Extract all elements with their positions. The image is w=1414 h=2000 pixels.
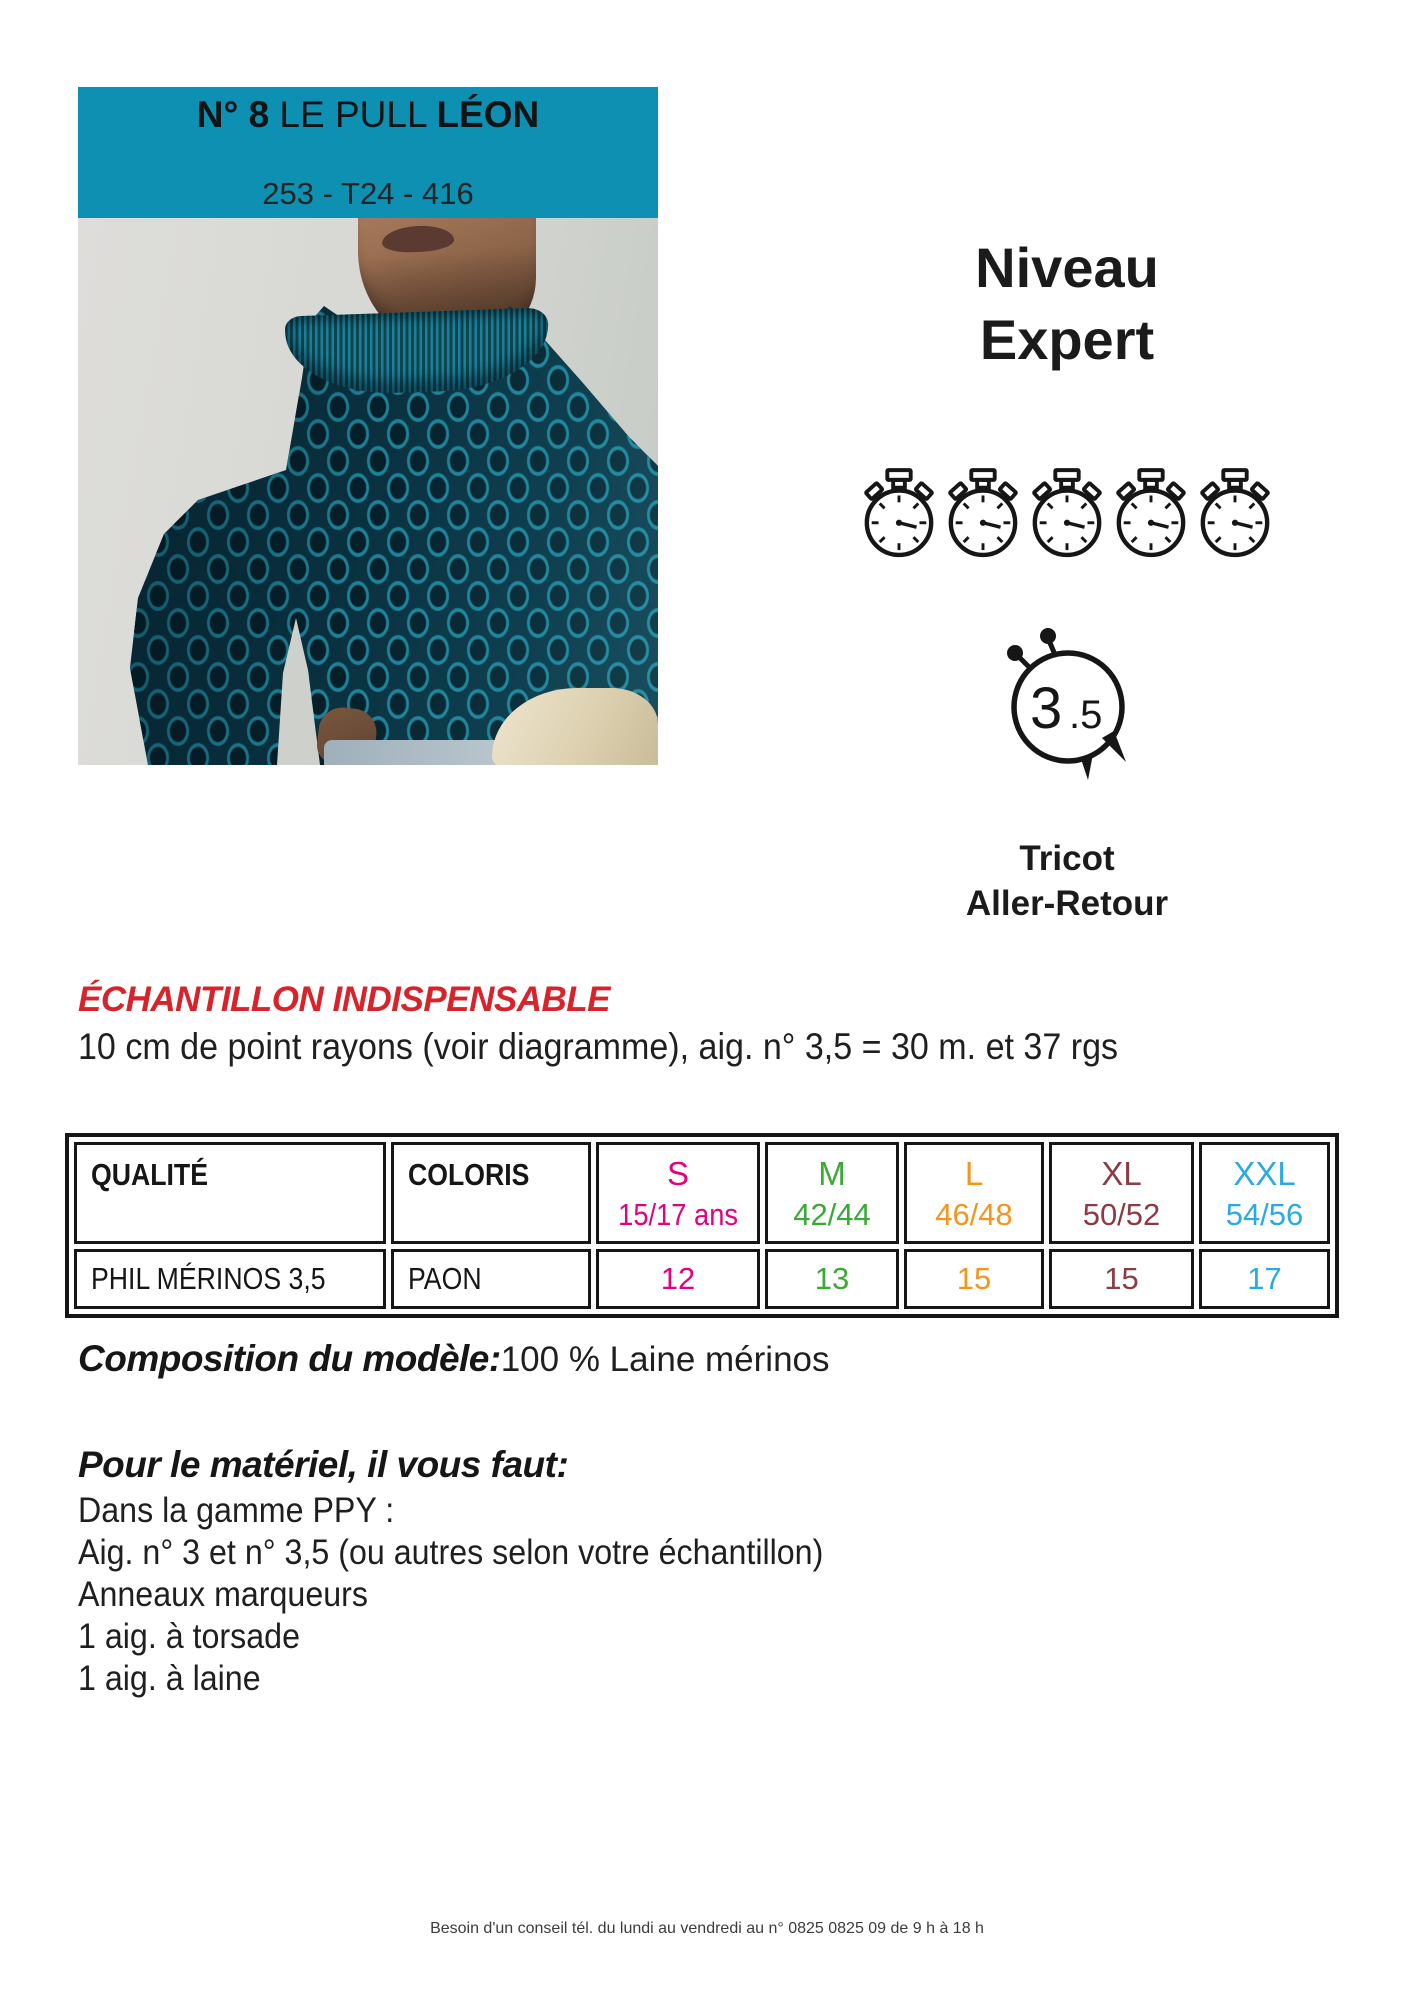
model-jeans — [324, 740, 514, 765]
technique-line2: Aller-Retour — [965, 884, 1169, 923]
col-coloris — [391, 1142, 591, 1244]
size-range: 46/48 — [935, 1197, 1013, 1232]
col-quality-label: QUALITÉ — [91, 1157, 209, 1192]
material-line — [78, 1574, 888, 1616]
size-range: 54/56 — [1225, 1197, 1304, 1232]
size-range: 50/52 — [1082, 1197, 1161, 1232]
banner — [78, 87, 658, 218]
qty-m: 13 — [765, 1249, 899, 1309]
size-range: 15/17 ans — [618, 1197, 738, 1232]
qty-s: 12 — [596, 1249, 760, 1309]
gauge-text — [78, 1026, 1208, 1068]
composition-line — [78, 1338, 830, 1380]
stopwatch-icon — [1028, 466, 1106, 562]
qty-xxl: 17 — [1199, 1249, 1330, 1309]
size-table-header-row — [74, 1142, 1330, 1244]
size-label: XL — [1101, 1155, 1142, 1192]
material-line-text: 1 aig. à torsade — [78, 1617, 300, 1656]
materials-heading: Pour le matériel, il vous faut: — [78, 1444, 569, 1485]
material-line — [78, 1658, 888, 1700]
col-size-xxl — [1199, 1142, 1330, 1244]
size-label: S — [666, 1155, 689, 1192]
size-label: L — [964, 1155, 984, 1192]
stopwatch-icon — [1112, 466, 1190, 562]
size-range: 42/44 — [793, 1197, 871, 1232]
col-quality — [74, 1142, 386, 1244]
material-line-text: Anneaux marqueurs — [78, 1575, 368, 1614]
col-size-xl — [1049, 1142, 1194, 1244]
material-line — [78, 1490, 888, 1532]
cell-quality — [74, 1249, 386, 1309]
quality-value: PHIL MÉRINOS 3,5 — [91, 1261, 326, 1296]
material-line — [78, 1616, 888, 1658]
stopwatch-icon — [1196, 466, 1274, 562]
pattern-number: N° 8 — [196, 94, 270, 135]
pattern-reference: 253 - T24 - 416 — [262, 176, 474, 211]
composition-value: 100 % Laine mérinos — [500, 1340, 830, 1379]
material-line-text: Dans la gamme PPY : — [78, 1491, 395, 1530]
difficulty-level — [850, 232, 1284, 376]
gauge-text-span: 10 cm de point rayons (voir diagramme), aig. n° 3,5 = 30 m. et 37 rgs — [78, 1026, 1119, 1067]
composition-label: Composition du modèle: — [78, 1338, 501, 1379]
size-table-data-row — [74, 1249, 1330, 1309]
qty-l: 15 — [904, 1249, 1044, 1309]
needle-size-badge — [986, 612, 1146, 782]
difficulty-stopwatches — [850, 466, 1284, 562]
material-line-text: 1 aig. à laine — [78, 1659, 261, 1698]
material-line-text: Aig. n° 3 et n° 3,5 (ou autres selon votre échantillon) — [78, 1533, 824, 1572]
col-size-m — [765, 1142, 899, 1244]
material-line — [78, 1532, 888, 1574]
cell-coloris — [391, 1249, 591, 1309]
needle-size-small: .5 — [1069, 693, 1103, 737]
col-size-l — [904, 1142, 1044, 1244]
pattern-title — [78, 87, 658, 136]
technique-label — [850, 836, 1284, 926]
coloris-value: PAON — [408, 1261, 482, 1296]
level-line2: Expert — [979, 308, 1155, 371]
stopwatch-icon — [944, 466, 1022, 562]
technique-line1: Tricot — [1019, 839, 1115, 878]
col-size-s — [596, 1142, 760, 1244]
needle-size-icon — [986, 612, 1146, 782]
model-photo — [78, 218, 658, 765]
level-line1: Niveau — [975, 236, 1159, 299]
size-label: M — [818, 1155, 846, 1192]
col-coloris-label: COLORIS — [408, 1157, 530, 1192]
stopwatch-icon — [860, 466, 938, 562]
size-table — [65, 1133, 1339, 1318]
pattern-title-mid: LE PULL — [269, 94, 437, 135]
needle-size-big: 3 — [1030, 676, 1063, 741]
help-footer: Besoin d'un conseil tél. du lundi au vendredi au n° 0825 0825 09 de 9 h à 18 h — [430, 1920, 984, 1937]
gauge-heading: ÉCHANTILLON INDISPENSABLE — [78, 980, 610, 1019]
size-label: XXL — [1233, 1155, 1296, 1192]
materials-list — [78, 1490, 888, 1700]
pattern-name: LÉON — [436, 94, 540, 135]
qty-xl: 15 — [1049, 1249, 1194, 1309]
